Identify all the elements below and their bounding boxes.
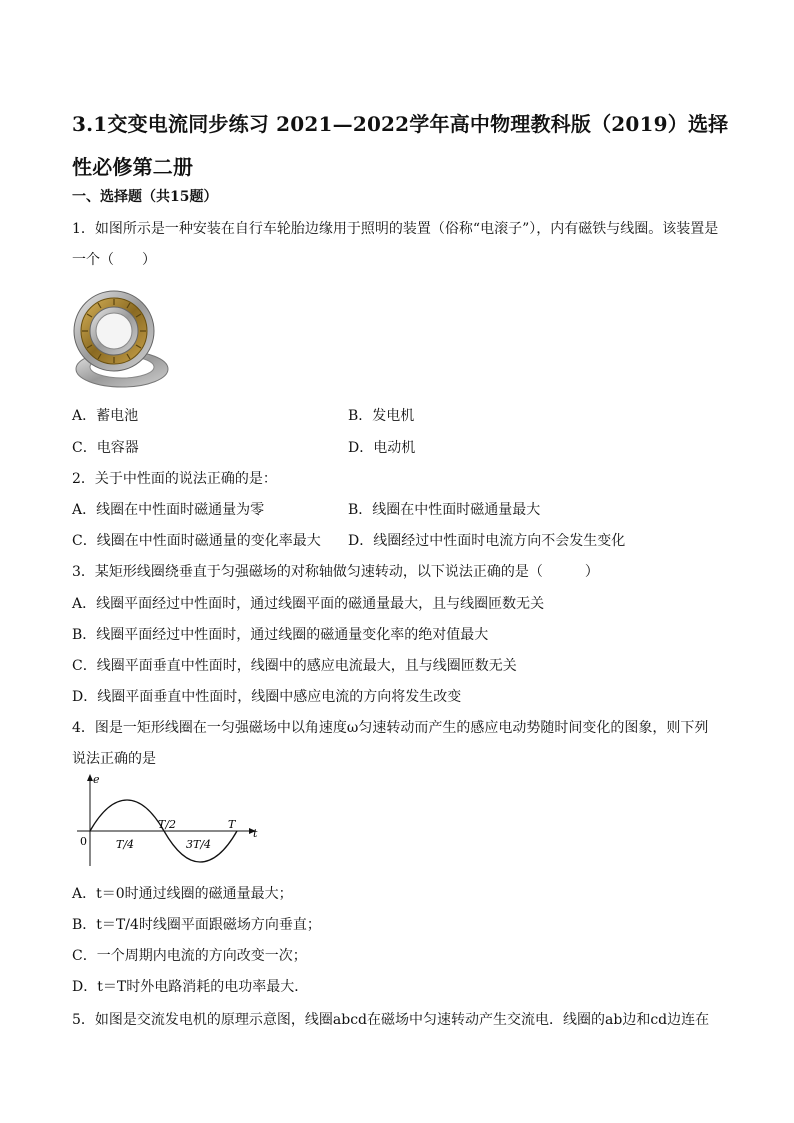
question-1-option-a: A．蓄电池 <box>72 408 139 424</box>
question-2-stem: 2．关于中性面的说法正确的是： <box>72 471 277 487</box>
question-1-stem-line-1: 1．如图所示是一种安装在自行车轮胎边缘用于照明的装置（俗称“电滚子”），内有磁铁与线圈。该装置是 <box>72 221 719 237</box>
question-3-option-a: A．线圈平面经过中性面时，通过线圈平面的磁通量最大，且与线圈匝数无关 <box>72 596 545 612</box>
question-3-option-b: B．线圈平面经过中性面时，通过线圈的磁通量变化率的绝对值最大 <box>72 627 489 643</box>
question-3-option-d: D．线圈平面垂直中性面时，线圈中感应电流的方向将发生改变 <box>72 689 462 705</box>
question-4-option-c: C．一个周期内电流的方向改变一次； <box>72 948 307 964</box>
x-axis-label: t <box>253 827 258 840</box>
tick-label-quarter-period: T/4 <box>116 838 135 851</box>
question-3-option-c: C．线圈平面垂直中性面时，线圈中的感应电流最大，且与线圈匝数无关 <box>72 658 517 674</box>
question-1-option-b: B．发电机 <box>348 408 415 424</box>
question-2-option-c: C．线圈在中性面时磁通量的变化率最大 <box>72 533 321 549</box>
page-title: 3.1交变电流同步练习 2021—2022学年高中物理教科版（2019）选择性必修第二册 <box>72 112 729 179</box>
question-2-option-d: D．线圈经过中性面时电流方向不会发生变化 <box>348 533 626 549</box>
question-5-stem: 5．如图是交流发电机的原理示意图，线圈abcd在磁场中匀速转动产生交流电．线圈的ab边和cd边连在 <box>72 1012 710 1028</box>
question-4-stem-line-1: 4．图是一矩形线圈在一匀强磁场中以角速度ω匀速转动而产生的感应电动势随时间变化的图象，则下列 <box>72 720 709 736</box>
question-1-option-d: D．电动机 <box>348 440 416 456</box>
question-4-option-b: B．t＝T/4时线圈平面跟磁场方向垂直； <box>72 917 321 933</box>
y-axis-label: e <box>93 773 100 786</box>
question-3-stem: 3．某矩形线圈绕垂直于匀强磁场的对称轴做匀速转动，以下说法正确的是（ ） <box>72 564 599 580</box>
question-1-stem-line-2: 一个（ ） <box>72 252 156 268</box>
question-2-option-a: A．线圈在中性面时磁通量为零 <box>72 502 265 518</box>
tick-label-three-quarter-period: 3T/4 <box>186 838 212 851</box>
question-4-option-d: D．t＝T时外电路消耗的电功率最大． <box>72 979 309 995</box>
tick-label-half-period: T/2 <box>158 818 177 831</box>
origin-label: 0 <box>80 835 87 848</box>
bearing-image <box>70 283 172 391</box>
emf-time-graph <box>72 772 262 870</box>
question-2-option-b: B．线圈在中性面时磁通量最大 <box>348 502 541 518</box>
tick-label-period: T <box>228 818 236 831</box>
section-heading: 一、选择题（共15题） <box>72 189 218 205</box>
question-1-option-c: C．电容器 <box>72 440 139 456</box>
question-4-option-a: A．t＝0时通过线圈的磁通量最大； <box>72 886 293 902</box>
question-4-stem-line-2: 说法正确的是 <box>72 751 156 767</box>
